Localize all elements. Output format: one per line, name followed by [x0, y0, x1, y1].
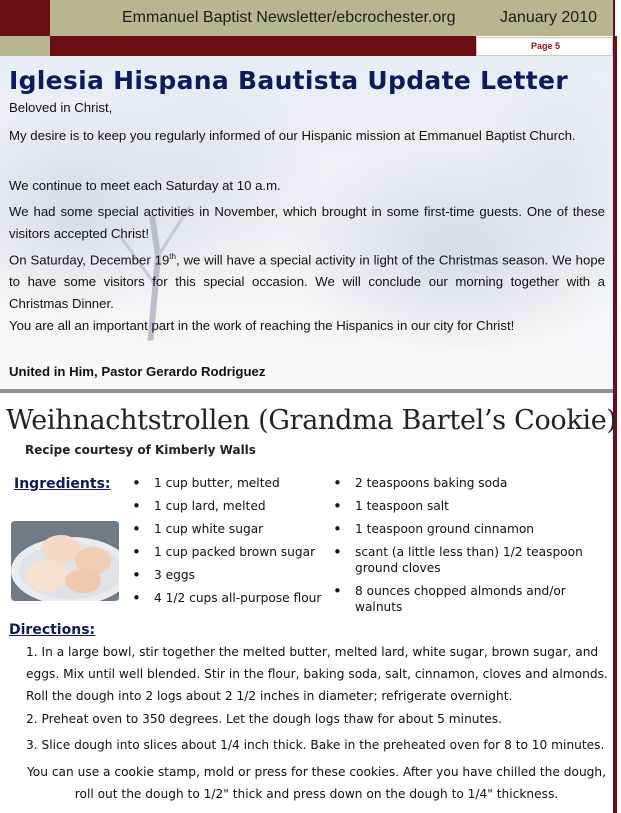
letter-paragraph-4	[9, 246, 605, 315]
letter-p4-end: , we will have a special activity in light of the Christmas season. We hope to have some visitors for this special occasion. We will conclude our morning together with a Christmas Dinner.	[9, 252, 605, 312]
letter-p4-start: On Saturday, December 19	[9, 252, 170, 268]
letter-paragraph-5: You are all an important part in the work of reaching the Hispanics in our city for Christ!	[9, 318, 515, 333]
ingredient-item: • 8 ounces chopped almonds and/or walnuts	[333, 583, 611, 615]
ingredient-item: • 1 cup butter, melted	[132, 475, 322, 491]
ingredient-item: • 1 teaspoon ground cinnamon	[333, 521, 611, 537]
recipe-credit: Recipe courtesy of Kimberly Walls	[25, 443, 256, 457]
ingredients-heading: Ingredients:	[14, 476, 111, 492]
recipe-note: You can use a cookie stamp, mold or press for these cookies. After you have chilled the dough, roll out the dough to 1/2" thick and press down on the dough to 1/4" thickness.	[26, 765, 607, 801]
ingredient-item: • 1 cup packed brown sugar	[132, 544, 322, 560]
recipe-title: Weihnachtstrollen (Grandma Bartel’s Cookie)	[6, 405, 617, 436]
ingredient-item: • scant (a little less than) 1/2 teaspoon ground cloves	[333, 544, 611, 576]
directions-heading: Directions:	[9, 622, 96, 638]
newsletter-title: Emmanuel Baptist Newsletter/ebcrochester.org	[122, 9, 456, 26]
ingredients-list-left	[132, 475, 322, 613]
ingredient-item: • 1 cup white sugar	[132, 521, 322, 537]
ingredient-item: • 2 teaspoons baking soda	[333, 475, 611, 491]
direction-step-2: 2. Preheat oven to 350 degrees. Let the dough logs thaw for about 5 minutes.	[26, 712, 503, 726]
ingredient-item: • 1 teaspoon salt	[333, 498, 611, 514]
direction-step-3: 3. Slice dough into slices about 1/4 inch thick. Bake in the preheated oven for 8 to 10 minutes.	[26, 738, 605, 752]
letter-paragraph-2: We continue to meet each Saturday at 10 a.m.	[9, 178, 281, 193]
cookie-photo	[11, 521, 119, 601]
cookie-plate-illustration	[11, 521, 119, 601]
letter-paragraph-1: My desire is to keep you regularly informed of our Hispanic mission at Emmanuel Baptist Church.	[9, 128, 576, 143]
ingredient-item: • 1 cup lard, melted	[132, 498, 322, 514]
letter-greeting: Beloved in Christ,	[9, 100, 113, 115]
hispanic-letter-title: Iglesia Hispana Bautista Update Letter	[9, 66, 568, 95]
header-bar	[50, 0, 615, 36]
header-accent-block	[0, 0, 50, 36]
ingredient-item: • 4 1/2 cups all-purpose flour	[132, 590, 322, 606]
letter-p4-sup: th	[169, 252, 176, 261]
direction-step-1: 1. In a large bowl, stir together the melted butter, melted lard, white sugar, brown sugar, and eggs. Mix until well blended. Stir in the flour, baking soda, salt, cinnamon, cloves and almonds. Roll the dough into 2 logs about 2 1/2 inches in diameter; refrigerate overnight.	[26, 645, 608, 703]
ingredients-list-right	[333, 475, 611, 622]
page-number-box	[476, 37, 613, 56]
section-divider	[0, 389, 613, 393]
letter-paragraph-3: We had some special activities in November, which brought in some first-time guests. One of these visitors accepted Christ!	[9, 204, 605, 241]
ingredient-item: • 3 eggs	[132, 567, 322, 583]
letter-signature: United in Him, Pastor Gerardo Rodriguez	[9, 364, 266, 379]
header-red-band	[50, 36, 476, 56]
newsletter-date: January 2010	[500, 9, 597, 26]
page-number: Page 5	[530, 41, 560, 51]
header-accent-tan	[0, 36, 50, 56]
